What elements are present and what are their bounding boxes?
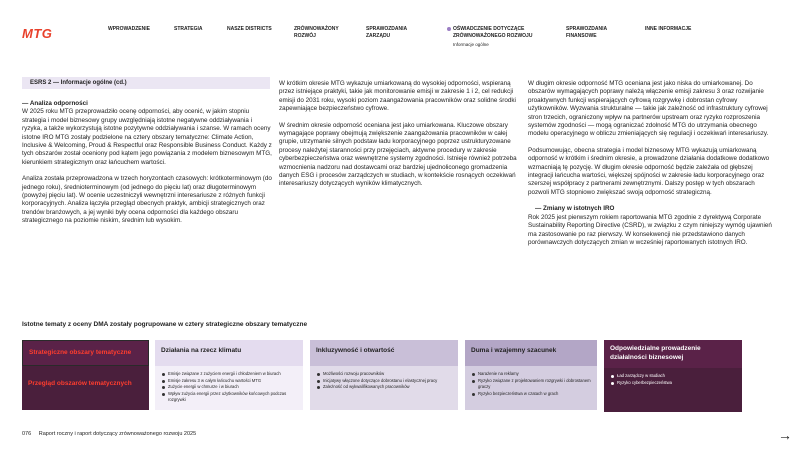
paragraph: Analiza została przeprowadzona w trzech horyzontach czasowych: krótkoterminowym (do jednego roku), średnioterminowym (od jednego do pięciu lat) oraz długoterminowym (powyżej pięciu lat). W ocenie uczestniczyli wewnętrzni interesariusze z różnych funkcji korporacyjnych. Analiza łączyła przegląd obecnych praktyk, ambicji strategicznych oraz trendów branżowych, a jej wyniki były ocena odporności dla każdego obszaru strategicznego na poziomie niskim, średnim lub wysokim. [22,175,272,225]
nav-item-sustainability[interactable]: ZRÓWNOWAŻONY ROZWÓJ [294,26,339,39]
paragraph: W 2025 roku MTG przeprowadziło ocenę odporności, aby ocenić, w jakim stopniu strategia i model biznesowy grupy uwzględniają istotne negatywne oddziaływania i ryzyka, a także wykorzystują istotne pozytywne oddziaływania i szanse. W ramach oceny istotne IRO MTG zostały podzielone na cztery obszary tematyczne: Climate Action, Inclusive & Welcoming, Proud & Respectful oraz Responsible Business Conduct. Każdy z tych obszarów został oceniony pod kątem jego powiązania z modelem biznesowym MTG, kierunkiem strategicznym oraz łańcuchem wartości. [22,108,272,166]
paragraph: Podsumowując, obecna strategia i model biznesowy MTG wykazują umiarkowaną odporność w krótkim i średnim okresie, a prowadzone działania dodatkowe dodatkowo wzmacniają tę pozycję. W długim okresie odporność będzie zależała od głębszej integracji łańcucha wartości, większej spójności w zakresie ładu korporacyjnego oraz szerszej współpracy z partnerami zewnętrznymi. Dalszy postęp w tych obszarach pozwoli MTG stopniowo zwiększać swoją odporność strategiczną. [528,146,770,196]
nav-item-introduction[interactable]: WPROWADZENIE [108,26,150,32]
area-list-climate-action [155,366,303,410]
text-column-2 [279,80,519,197]
list-item: Emisje związane z zużyciem energii i chłodzeniem w biurach [161,371,297,378]
section-heading: — Zmiany w istotnych IRO [535,205,615,213]
list-item: Zależność od wykwalifikowanych pracowników [316,384,452,391]
area-list-proud-respectful [465,366,597,410]
nav-item-strategy[interactable]: STRATEGIA [174,26,203,32]
text-column-1 [22,100,272,234]
paragraph: W średnim okresie odporność oceniana jest jako umiarkowana. Kluczowe obszary wymagające poprawy obejmują zwiększenie zaangażowania pracowników w całej grupie, utrzymanie silnych podstaw ładu korporacyjnego poprzez ustrukturyzowane procesy należytej staranności przy przejęciach, aktywne procedury w zakresie cyberbezpieczeństwa oraz wewnętrzne systemy zgodności. Istnieje również potrzeba wzmocnienia nadzoru nad dostawcami oraz bardziej ujednoliconego gromadzenia danych ESG i procesów zarządczych w studiach, w kontekście rosnących oczekiwań interesariuszy dotyczących wyników klimatycznych. [279,121,517,188]
text-column-3 [528,80,773,255]
next-page-arrow-icon[interactable]: → [778,427,792,443]
list-item: Narażenie na reklamy [471,371,591,378]
area-header-climate-action: Działania na rzecz klimatu [155,340,303,366]
area-header-proud-respectful: Duma i wzajemny szacunek [465,340,597,366]
page-number: 076 [22,431,32,437]
report-title: Raport roczny i raport dotyczący zrównoważonego rozwoju 2025 [38,431,197,437]
area-list-responsible-business [604,368,742,412]
paragraph: Rok 2025 jest pierwszym rokiem raportowania MTG zgodnie z dyrektywą Corporate Sustainability Reporting Directive (CSRD), w związku z czym niniejszy wymóg ujawnień ma zastosowanie po raz pierwszy. W konsekwencji nie przedstawiono danych porównawczych dotyczących zmian w wcześniej raportowanych istotnych IRO. [528,213,772,246]
section-tag: ESRS 2 — Informacje ogólne (cd.) [22,77,270,89]
nav-item-financial-statements[interactable]: SPRAWOZDANIA FINANSOWE [566,26,607,39]
list-item: Ryzyko związane z projektowaniem rozgrywki i dobrostanem graczy [471,378,591,391]
page-footer [22,431,196,437]
top-navigation [0,26,800,66]
nav-item-districts[interactable]: NASZE DISTRICTS [227,26,272,32]
section-heading: — Analiza odporności [22,100,88,107]
list-item: Emisje zakresu 3 w całym łańcuchu wartości MTG [161,378,297,385]
paragraph: W krótkim okresie MTG wykazuje umiarkowaną do wysokiej odporności, wspieraną przez istniejące praktyki, takie jak monitorowanie emisji w zakresie 1 i 2, cel redukcji emisji do 2031 roku, wysoki poziom zaangażowania pracowników oraz solidne środki zapewniające bezpieczeństwo cyfrowe. [279,80,516,113]
dma-table-title: Istotne tematy z oceny DMA zostały pogrupowane w cztery strategiczne obszary tematyczne [22,321,308,328]
list-item: Zużycie energii w chmurze i w biurach [161,384,297,391]
paragraph: W długim okresie odporność MTG oceniana jest jako niska do umiarkowanej. Do obszarów wymagających poprawy należą włączenie emisji zakresu 3 oraz rozwijanie proaktywnych funkcji wspierających cyfrową rozgrywkę i dobrostan cyfrowy użytkowników. Wyzwania strukturalne — takie jak zależność od infrastruktury cyfrowej stron trzecich, ograniczony wpływ na partnerów upstream oraz ryzyko rozproszenia systemów zgodności — mogą ograniczać zdolność MTG do utrzymania obecnego modelu operacyjnego w obliczu zmieniających się regulacji i oczekiwań interesariuszy. [528,80,769,138]
list-item: Możliwości rozwoju pracowników [316,371,452,378]
row-label-strategic-areas: Strategiczne obszary tematyczne [22,340,149,366]
list-item: Ryzyko cyberbezpieczeństwa [610,380,736,387]
area-header-inclusive-welcoming: Inkluzywność i otwartość [310,340,458,366]
list-item: Wpływ zużycia energii przez użytkowników końcowych podczas rozgrywki [161,391,297,404]
nav-item-sub-label: Informacje ogólne [453,42,489,47]
area-list-inclusive-welcoming [310,366,458,410]
list-item: Ład zarządczy w studiach [610,373,736,380]
nav-item-label: OŚWIADCZENIE DOTYCZĄCE ZRÓWNOWAŻONEGO ROZWOJU [453,26,533,39]
nav-item-sustainability-statement[interactable] [453,26,543,48]
nav-item-management-reports[interactable]: SPRAWOZDANIA ZARZĄDU [366,26,407,39]
mtg-logo[interactable]: MTG [22,26,53,41]
list-item: Inicjatywy włączone dotyczące dobrostanu i elastycznej pracy [316,378,452,385]
area-header-responsible-business: Odpowiedzialne prowadzenie działalności biznesowej [604,340,742,368]
nav-item-other-information[interactable]: INNE INFORMACJE [645,26,692,32]
row-label-areas-overview: Przegląd obszarów tematycznych [22,366,149,410]
list-item: Ryzyko bezpieczeństwa w czatach w grach [471,391,591,398]
